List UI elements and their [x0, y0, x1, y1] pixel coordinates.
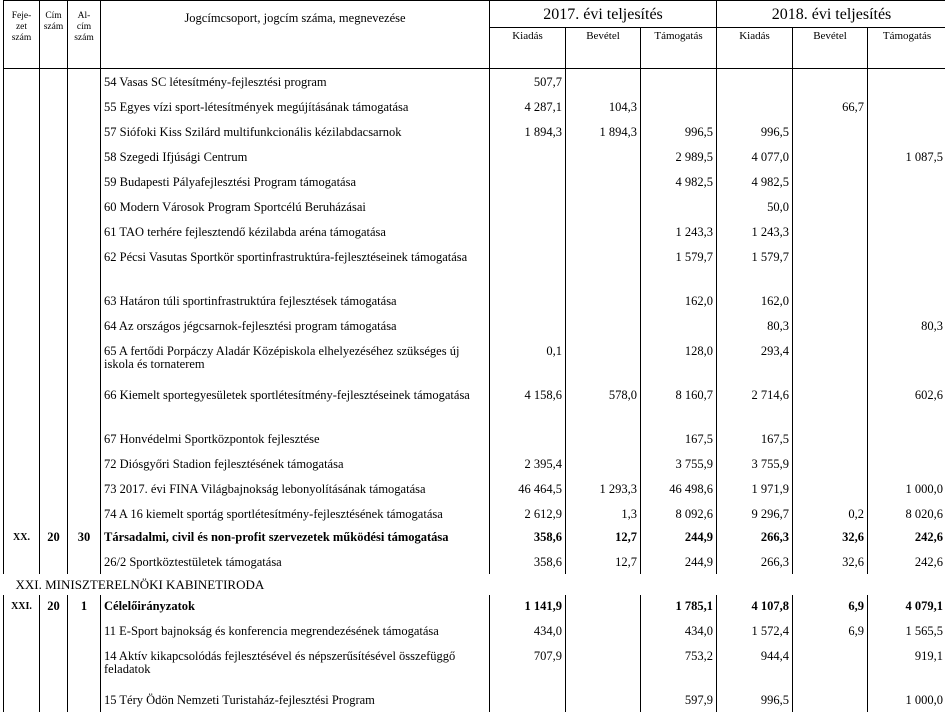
value-cell: 266,3 [717, 526, 793, 549]
table-row [4, 382, 945, 426]
title-no-cell [40, 194, 68, 219]
description-cell: 55 Egyes vízi sport-létesítmények megújításának támogatása [101, 94, 490, 119]
value-cell [868, 69, 945, 95]
table-row [4, 288, 945, 313]
chapter-cell [4, 549, 40, 574]
value-cell: 50,0 [717, 194, 793, 219]
description-cell: 54 Vasas SC létesítmény-fejlesztési program [101, 69, 490, 95]
value-cell [566, 219, 641, 244]
value-cell: 167,5 [641, 426, 717, 451]
value-cell [641, 94, 717, 119]
chapter-cell: XXI. [4, 595, 40, 618]
description-cell: 14 Aktív kikapcsolódás fejlesztésével és népszerűsítésével összefüggő feladatok [101, 643, 490, 687]
subtitle-no-cell [68, 549, 101, 574]
chapter-cell [4, 119, 40, 144]
value-cell: 434,0 [490, 618, 566, 643]
budget-table [3, 0, 945, 712]
title-no-cell [40, 382, 68, 426]
value-cell: 3 755,9 [641, 451, 717, 476]
subtitle-no-cell [68, 451, 101, 476]
value-cell: 266,3 [717, 549, 793, 574]
table-row [4, 451, 945, 476]
value-cell [490, 194, 566, 219]
value-cell: 244,9 [641, 549, 717, 574]
value-cell: 4 079,1 [868, 595, 945, 618]
description-cell: 66 Kiemelt sportegyesületek sportlétesítmény-fejlesztéseinek támogatása [101, 382, 490, 426]
title-no-cell [40, 144, 68, 169]
value-cell: 944,4 [717, 643, 793, 687]
value-cell [566, 194, 641, 219]
description-cell: 62 Pécsi Vasutas Sportkör sportinfrastruktúra-fejlesztéseinek támogatása [101, 244, 490, 288]
title-no-header: Cím szám [40, 1, 68, 69]
chapter-header: Feje- zet szám [4, 1, 40, 69]
value-cell: 1 785,1 [641, 595, 717, 618]
value-cell [868, 219, 945, 244]
table-row [4, 94, 945, 119]
value-cell [793, 313, 868, 338]
description-cell: 59 Budapesti Pályafejlesztési Program támogatása [101, 169, 490, 194]
year1-header: 2017. évi teljesítés [490, 1, 717, 28]
value-cell [793, 687, 868, 712]
title-no-cell [40, 643, 68, 687]
value-cell: 12,7 [566, 526, 641, 549]
col-header: Bevétel [566, 28, 641, 69]
value-cell: 507,7 [490, 69, 566, 95]
value-cell [566, 643, 641, 687]
table-row [4, 526, 945, 549]
value-cell: 9 296,7 [717, 501, 793, 526]
title-no-cell [40, 169, 68, 194]
value-cell: 597,9 [641, 687, 717, 712]
chapter-cell [4, 144, 40, 169]
title-no-cell [40, 476, 68, 501]
subtitle-no-cell [68, 219, 101, 244]
value-cell [868, 244, 945, 288]
value-cell: 358,6 [490, 526, 566, 549]
value-cell: 0,2 [793, 501, 868, 526]
description-header: Jogcímcsoport, jogcím száma, megnevezése [101, 1, 490, 69]
subtitle-no-cell [68, 501, 101, 526]
value-cell: 434,0 [641, 618, 717, 643]
chapter-cell [4, 451, 40, 476]
value-cell [793, 382, 868, 426]
col-header: Támogatás [868, 28, 945, 69]
value-cell [868, 94, 945, 119]
value-cell [868, 338, 945, 382]
value-cell [793, 194, 868, 219]
value-cell: 66,7 [793, 94, 868, 119]
table-row [4, 426, 945, 451]
value-cell: 1 243,3 [717, 219, 793, 244]
value-cell [717, 69, 793, 95]
value-cell: 4 107,8 [717, 595, 793, 618]
subtitle-no-cell: 1 [68, 595, 101, 618]
value-cell: 753,2 [641, 643, 717, 687]
table-row [4, 338, 945, 382]
title-no-cell [40, 219, 68, 244]
value-cell [566, 618, 641, 643]
value-cell: 4 982,5 [717, 169, 793, 194]
value-cell: 4 158,6 [490, 382, 566, 426]
subtitle-no-cell [68, 288, 101, 313]
value-cell: 1 572,4 [717, 618, 793, 643]
value-cell: 162,0 [641, 288, 717, 313]
value-cell: 996,5 [717, 687, 793, 712]
value-cell [868, 194, 945, 219]
value-cell [566, 144, 641, 169]
table-row [4, 194, 945, 219]
value-cell [868, 451, 945, 476]
title-no-cell [40, 119, 68, 144]
value-cell [566, 244, 641, 288]
table-row [4, 618, 945, 643]
table-row [4, 144, 945, 169]
title-no-cell [40, 69, 68, 95]
value-cell: 3 755,9 [717, 451, 793, 476]
chapter-cell [4, 501, 40, 526]
description-cell: 58 Szegedi Ifjúsági Centrum [101, 144, 490, 169]
chapter-cell [4, 94, 40, 119]
value-cell [566, 687, 641, 712]
col-header: Kiadás [490, 28, 566, 69]
table-row [4, 643, 945, 687]
subtitle-no-cell [68, 426, 101, 451]
subtitle-no-cell [68, 69, 101, 95]
value-cell [490, 288, 566, 313]
chapter-cell [4, 194, 40, 219]
subtitle-no-cell [68, 94, 101, 119]
subtitle-no-cell [68, 643, 101, 687]
col-header: Kiadás [717, 28, 793, 69]
title-no-cell [40, 451, 68, 476]
value-cell [868, 169, 945, 194]
value-cell: 46 498,6 [641, 476, 717, 501]
value-cell: 1,3 [566, 501, 641, 526]
value-cell [566, 313, 641, 338]
value-cell [868, 119, 945, 144]
value-cell: 0,1 [490, 338, 566, 382]
title-no-cell [40, 313, 68, 338]
value-cell [793, 338, 868, 382]
value-cell [490, 313, 566, 338]
value-cell [868, 426, 945, 451]
value-cell [868, 288, 945, 313]
table-row [4, 244, 945, 288]
value-cell [641, 313, 717, 338]
value-cell [566, 451, 641, 476]
value-cell [490, 426, 566, 451]
subtitle-no-cell [68, 476, 101, 501]
table-row [4, 313, 945, 338]
value-cell: 358,6 [490, 549, 566, 574]
value-cell: 8 020,6 [868, 501, 945, 526]
table-row [4, 219, 945, 244]
value-cell: 1 141,9 [490, 595, 566, 618]
chapter-cell [4, 69, 40, 95]
subtitle-no-cell [68, 169, 101, 194]
value-cell: 12,7 [566, 549, 641, 574]
value-cell [490, 687, 566, 712]
value-cell [566, 338, 641, 382]
table-row [4, 69, 945, 95]
chapter-cell [4, 476, 40, 501]
value-cell: 244,9 [641, 526, 717, 549]
title-no-cell [40, 618, 68, 643]
value-cell: 1 894,3 [490, 119, 566, 144]
subtitle-no-cell [68, 313, 101, 338]
value-cell [566, 426, 641, 451]
value-cell: 6,9 [793, 618, 868, 643]
value-cell [793, 169, 868, 194]
chapter-cell [4, 313, 40, 338]
value-cell: 293,4 [717, 338, 793, 382]
chapter-cell [4, 288, 40, 313]
description-cell: 74 A 16 kiemelt sportág sportlétesítmény-fejlesztésének támogatása [101, 501, 490, 526]
col-header: Bevétel [793, 28, 868, 69]
value-cell [793, 476, 868, 501]
value-cell: 996,5 [717, 119, 793, 144]
value-cell [490, 144, 566, 169]
value-cell: 1 000,0 [868, 687, 945, 712]
description-cell: 73 2017. évi FINA Világbajnokság lebonyolításának támogatása [101, 476, 490, 501]
value-cell [490, 244, 566, 288]
value-cell: 1 293,3 [566, 476, 641, 501]
value-cell [490, 219, 566, 244]
value-cell: 162,0 [717, 288, 793, 313]
value-cell: 32,6 [793, 549, 868, 574]
description-cell: 63 Határon túli sportinfrastruktúra fejlesztések támogatása [101, 288, 490, 313]
section-title: XXI. MINISZTERELNÖKI KABINETIRODA [4, 574, 945, 595]
subtitle-no-header: Al- cím szám [68, 1, 101, 69]
value-cell [566, 169, 641, 194]
chapter-cell [4, 687, 40, 712]
description-cell: Célelőirányzatok [101, 595, 490, 618]
value-cell: 242,6 [868, 526, 945, 549]
value-cell [641, 194, 717, 219]
description-cell: 15 Téry Ödön Nemzeti Turistaház-fejlesztési Program [101, 687, 490, 712]
value-cell: 32,6 [793, 526, 868, 549]
value-cell: 8 092,6 [641, 501, 717, 526]
title-no-cell [40, 501, 68, 526]
description-cell: 61 TAO terhére fejlesztendő kézilabda aréna támogatása [101, 219, 490, 244]
title-no-cell: 20 [40, 595, 68, 618]
title-no-cell [40, 244, 68, 288]
chapter-cell: XX. [4, 526, 40, 549]
chapter-cell [4, 338, 40, 382]
value-cell [793, 144, 868, 169]
value-cell: 919,1 [868, 643, 945, 687]
chapter-cell [4, 244, 40, 288]
value-cell [717, 94, 793, 119]
value-cell: 578,0 [566, 382, 641, 426]
subtitle-no-cell [68, 382, 101, 426]
value-cell: 2 612,9 [490, 501, 566, 526]
value-cell [793, 244, 868, 288]
title-no-cell [40, 338, 68, 382]
section-row [4, 574, 945, 595]
value-cell [566, 288, 641, 313]
value-cell [793, 288, 868, 313]
value-cell: 996,5 [641, 119, 717, 144]
chapter-cell [4, 618, 40, 643]
table-row [4, 476, 945, 501]
value-cell: 80,3 [868, 313, 945, 338]
value-cell: 1 579,7 [641, 244, 717, 288]
value-cell [793, 219, 868, 244]
table-body [4, 69, 945, 712]
value-cell: 4 077,0 [717, 144, 793, 169]
value-cell [793, 69, 868, 95]
description-cell: 57 Siófoki Kiss Szilárd multifunkcionális kézilabdacsarnok [101, 119, 490, 144]
subtitle-no-cell [68, 244, 101, 288]
value-cell: 1 087,5 [868, 144, 945, 169]
description-cell: 11 E-Sport bajnokság és konferencia megrendezésének támogatása [101, 618, 490, 643]
value-cell [566, 69, 641, 95]
value-cell: 128,0 [641, 338, 717, 382]
value-cell: 46 464,5 [490, 476, 566, 501]
value-cell: 1 579,7 [717, 244, 793, 288]
table-row [4, 595, 945, 618]
chapter-cell [4, 169, 40, 194]
value-cell: 1 243,3 [641, 219, 717, 244]
description-cell: Társadalmi, civil és non-profit szervezetek működési támogatása [101, 526, 490, 549]
col-header: Támogatás [641, 28, 717, 69]
title-no-cell [40, 549, 68, 574]
subtitle-no-cell [68, 618, 101, 643]
value-cell: 242,6 [868, 549, 945, 574]
value-cell: 1 971,9 [717, 476, 793, 501]
table-row [4, 119, 945, 144]
value-cell: 4 982,5 [641, 169, 717, 194]
subtitle-no-cell [68, 687, 101, 712]
value-cell [641, 69, 717, 95]
description-cell: 60 Modern Városok Program Sportcélú Beruházásai [101, 194, 490, 219]
value-cell: 2 395,4 [490, 451, 566, 476]
value-cell: 4 287,1 [490, 94, 566, 119]
value-cell: 104,3 [566, 94, 641, 119]
subtitle-no-cell: 30 [68, 526, 101, 549]
title-no-cell [40, 288, 68, 313]
year2-header: 2018. évi teljesítés [717, 1, 945, 28]
value-cell: 80,3 [717, 313, 793, 338]
value-cell [793, 451, 868, 476]
value-cell [793, 643, 868, 687]
value-cell: 2 989,5 [641, 144, 717, 169]
value-cell: 8 160,7 [641, 382, 717, 426]
value-cell: 602,6 [868, 382, 945, 426]
description-cell: 67 Honvédelmi Sportközpontok fejlesztése [101, 426, 490, 451]
value-cell [793, 119, 868, 144]
subtitle-no-cell [68, 119, 101, 144]
description-cell: 65 A fertődi Porpáczy Aladár Középiskola elhelyezéséhez szükséges új iskola és tornaterem [101, 338, 490, 382]
chapter-cell [4, 643, 40, 687]
subtitle-no-cell [68, 338, 101, 382]
title-no-cell [40, 687, 68, 712]
title-no-cell [40, 94, 68, 119]
table-row [4, 169, 945, 194]
description-cell: 26/2 Sportköztestületek támogatása [101, 549, 490, 574]
table-row [4, 501, 945, 526]
value-cell [490, 169, 566, 194]
title-no-cell [40, 426, 68, 451]
value-cell: 2 714,6 [717, 382, 793, 426]
description-cell: 72 Diósgyőri Stadion fejlesztésének támogatása [101, 451, 490, 476]
chapter-cell [4, 219, 40, 244]
title-no-cell: 20 [40, 526, 68, 549]
chapter-cell [4, 382, 40, 426]
value-cell: 1 894,3 [566, 119, 641, 144]
value-cell [566, 595, 641, 618]
description-cell: 64 Az országos jégcsarnok-fejlesztési program támogatása [101, 313, 490, 338]
value-cell [793, 426, 868, 451]
table-row [4, 549, 945, 574]
value-cell: 6,9 [793, 595, 868, 618]
value-cell: 1 000,0 [868, 476, 945, 501]
value-cell: 167,5 [717, 426, 793, 451]
table-row [4, 687, 945, 712]
subtitle-no-cell [68, 144, 101, 169]
subtitle-no-cell [68, 194, 101, 219]
chapter-cell [4, 426, 40, 451]
value-cell: 1 565,5 [868, 618, 945, 643]
value-cell: 707,9 [490, 643, 566, 687]
